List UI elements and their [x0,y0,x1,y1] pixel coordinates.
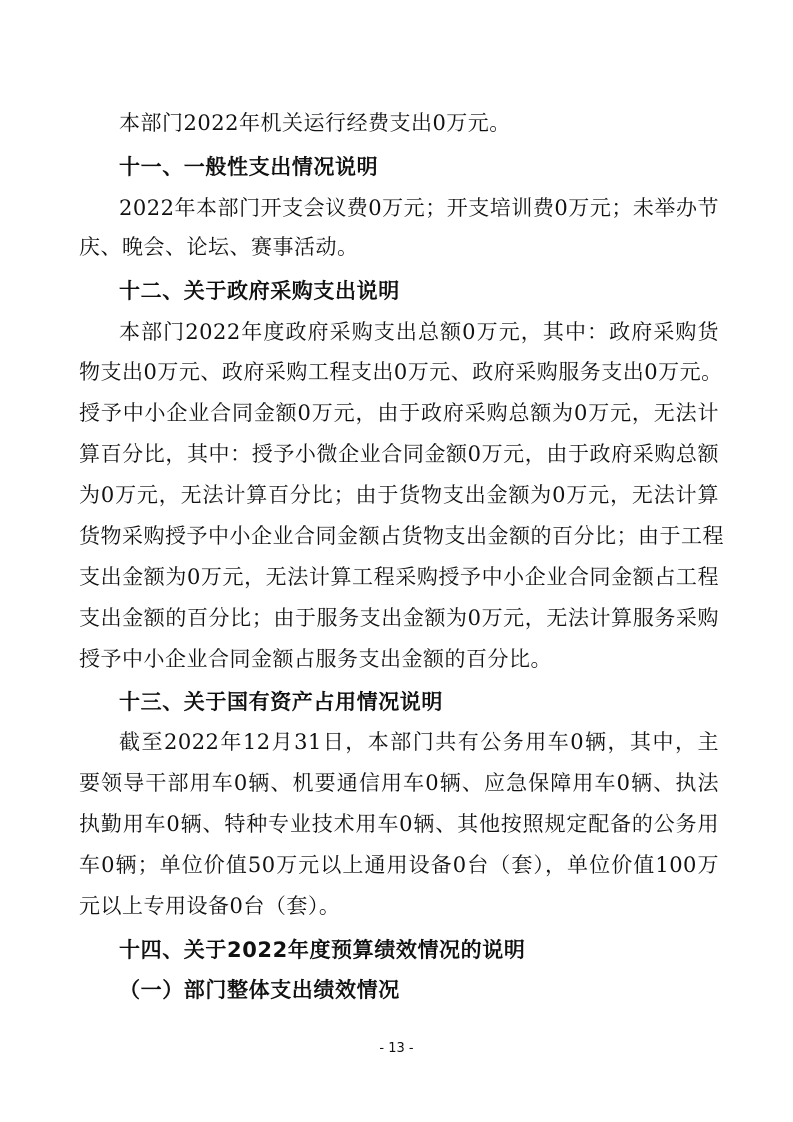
paragraph-line: 物支出0万元、政府采购工程支出0万元、政府采购服务支出0万元。 [79,360,723,384]
paragraph-line: 本部门2022年机关运行经费支出0万元。 [119,111,511,135]
paragraph-line: 要领导干部用车0辆、机要通信用车0辆、应急保障用车0辆、执法 [79,771,719,795]
paragraph-line: 执勤用车0辆、特种专业技术用车0辆、其他按照规定配备的公务用 [79,812,719,836]
paragraph-line: 截至2022年12月31日，本部门共有公务用车0辆，其中，主 [119,730,719,754]
paragraph-line: 算百分比，其中：授予小微企业合同金额0万元，由于政府采购总额 [79,442,719,466]
section-heading: 十四、关于2022年度预算绩效情况的说明 [119,938,526,962]
paragraph-line: 庆、晚会、论坛、赛事活动。 [79,235,359,259]
paragraph-line: 2022年本部门开支会议费0万元；开支培训费0万元；未举办节 [119,196,719,220]
paragraph-line: 授予中小企业合同金额0万元，由于政府采购总额为0万元，无法计 [79,401,719,425]
section-heading: 十三、关于国有资产占用情况说明 [119,690,443,714]
paragraph-line: 授予中小企业合同金额占服务支出金额的百分比。 [79,647,552,671]
paragraph-line: 车0辆；单位价值50万元以上通用设备0台（套），单位价值100万 [79,853,719,877]
paragraph-line: 元以上专用设备0台（套）。 [79,894,341,918]
subsection-heading: （一）部门整体支出绩效情况 [119,978,400,1002]
paragraph-line: 支出金额的百分比；由于服务支出金额为0万元，无法计算服务采购 [79,606,719,630]
section-heading: 十二、关于政府采购支出说明 [119,279,400,303]
page-number: - 13 - [379,1041,414,1056]
paragraph-line: 支出金额为0万元，无法计算工程采购授予中小企业合同金额占工程 [79,565,719,589]
paragraph-line: 货物采购授予中小企业合同金额占货物支出金额的百分比；由于工程 [79,524,724,548]
paragraph-line: 本部门2022年度政府采购支出总额0万元，其中：政府采购货 [119,320,719,344]
section-heading: 十一、一般性支出情况说明 [119,155,379,179]
paragraph-line: 为0万元，无法计算百分比；由于货物支出金额为0万元，无法计算 [79,483,719,507]
